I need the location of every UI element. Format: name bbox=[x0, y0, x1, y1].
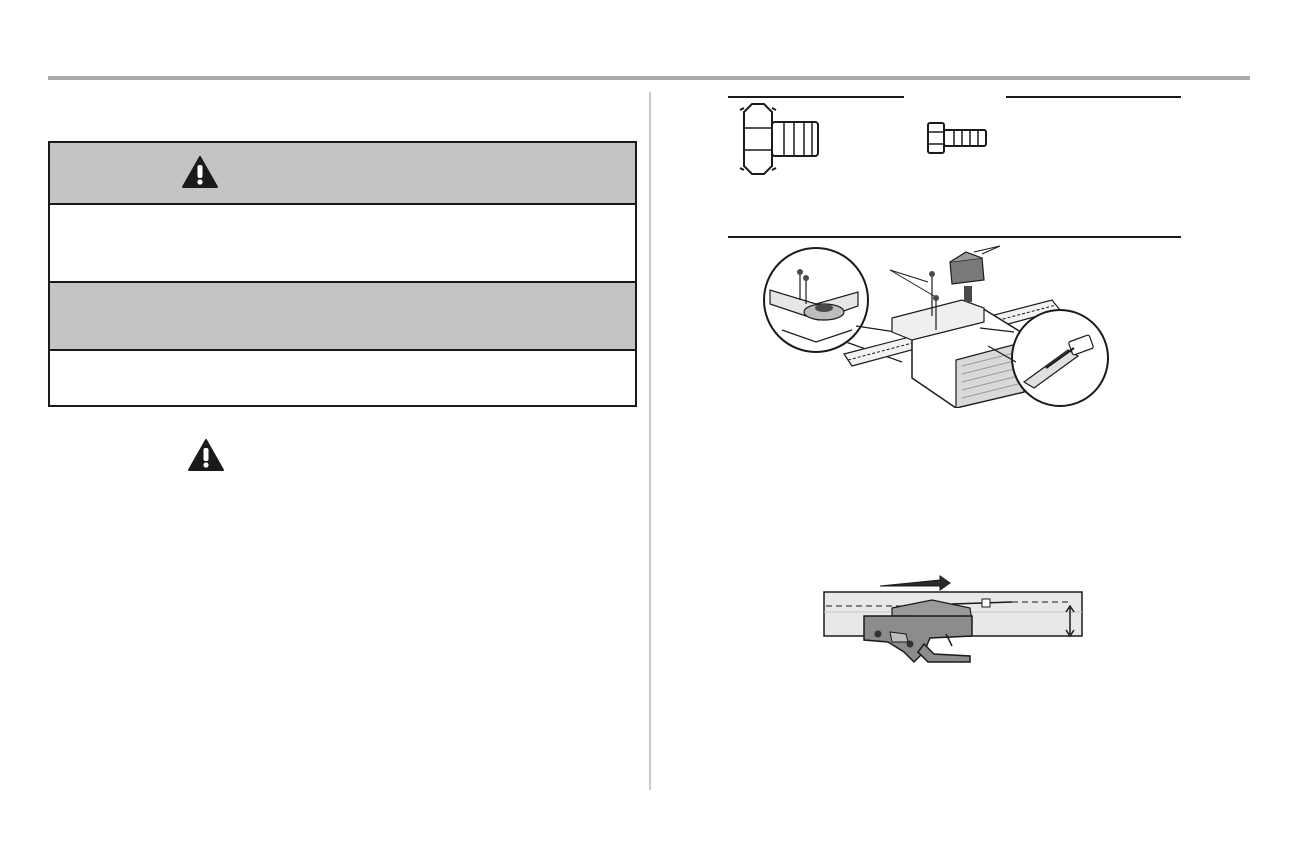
warning-header bbox=[50, 143, 635, 205]
warning-header bbox=[50, 281, 635, 351]
warning-message bbox=[50, 205, 635, 281]
hex-flange-bolt-icon bbox=[734, 102, 824, 178]
top-rule bbox=[48, 76, 1250, 80]
opener-motor-assembly-illustration bbox=[752, 242, 1114, 408]
hardware-rule bbox=[1006, 96, 1181, 98]
warning-panel bbox=[48, 141, 637, 407]
hex-screw-icon bbox=[924, 120, 990, 156]
warning-message bbox=[50, 349, 635, 405]
warning-triangle-icon bbox=[181, 155, 219, 189]
hardware-rule bbox=[728, 96, 904, 98]
section-rule bbox=[728, 236, 1181, 238]
column-divider bbox=[649, 92, 651, 790]
trolley-on-rail-illustration bbox=[822, 572, 1084, 668]
warning-triangle-icon bbox=[187, 438, 225, 472]
